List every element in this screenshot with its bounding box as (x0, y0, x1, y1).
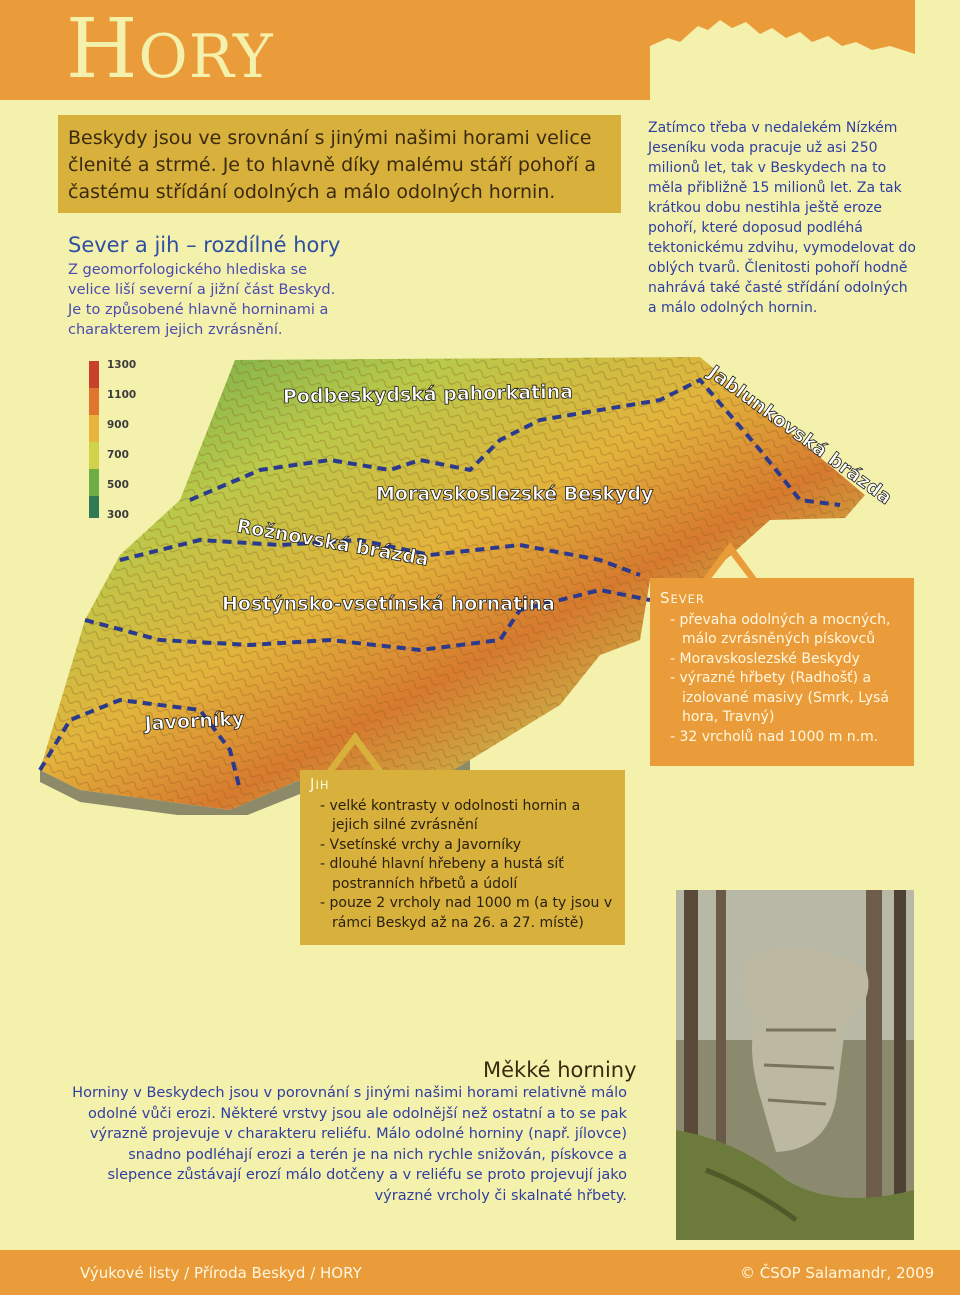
right-column-text: Zatímco třeba v nedalekém Nízkém Jeseníku voda pracuje už asi 250 milionů let, tak v Beskydech na to měla přibližně 15 milionů let. Za tak krátkou dobu nestihla ještě eroze pohoří, které doposud podléhá tektonickému zdvihu, vymodelovat do oblých tvarů. Členitosti pohoří hodně nahrává také časté střídání odolných a málo odolných hornin. (648, 120, 916, 316)
legend-tick: 1100 (107, 389, 137, 401)
label-javorniky: Javorníky (144, 707, 245, 735)
north-item: - převaha odolných a mocných, málo zvrásněných pískovců (670, 611, 891, 647)
north-pointer-caret (700, 538, 760, 582)
page-title: HORY (66, 2, 274, 97)
legend-swatch (89, 496, 99, 518)
legend-tick: 700 (107, 449, 129, 461)
south-item: - velké kontrasty v odolnosti hornin a jejich silné zvrásnění (320, 797, 581, 833)
legend-tick: 900 (107, 419, 129, 431)
north-item: - Moravskoslezské Beskydy (670, 650, 860, 667)
legend-swatch (89, 415, 99, 442)
legend-tick: 1300 (107, 359, 137, 371)
soft-rocks-text: Horniny v Beskydech jsou v porovnání s jinými našimi horami relativně málo odolné vůči erozi. Některé vrstvy jsou ale odolnější než ostatní a to se pak výrazně projevuje v charakteru reliéfu. Málo odolné horniny (např. jílovce) snadno podléhají erozi a terén je na nich rychle snižován, pískovce a slepence zůstávají erozí málo dotčeny a v reliéfu se proto projevují jako výrazné vrcholy či skalnaté hřbety. (72, 1085, 627, 1204)
soft-rocks-heading: Měkké horniny (483, 1058, 637, 1082)
north-item: - 32 vrcholů nad 1000 m n.m. (670, 728, 879, 745)
legend-swatch (89, 388, 99, 415)
footer-left-text: Výukové listy / Příroda Beskyd / HORY (80, 1264, 362, 1282)
label-hostynsko: Hostýnsko-vsetínská hornatina (222, 593, 555, 615)
label-jablunkovska: Jablunkovská brázda (704, 361, 897, 510)
rock-formation-photo (676, 890, 914, 1240)
legend-tick: 500 (107, 479, 129, 491)
mountain-silhouette-decoration (650, 8, 915, 100)
legend-swatch (89, 469, 99, 496)
legend-swatch (89, 442, 99, 469)
elevation-legend (85, 357, 145, 522)
south-item: - dlouhé hlavní hřebeny a hustá síť postranních hřbetů a údolí (320, 856, 564, 892)
north-title: SEVER (660, 589, 705, 607)
section-text: Z geomorfologického hlediska se velice liší severní a jižní část Beskyd. Je to způsobené hlavně horninami a charakterem jejich zvrásnění. (68, 262, 336, 338)
south-item: - Vsetínské vrchy a Javorníky (320, 836, 521, 853)
north-text (660, 589, 910, 747)
legend-swatch (89, 361, 99, 388)
label-roznovska: Rožnovská brázda (235, 515, 431, 571)
legend-tick: 300 (107, 509, 129, 521)
north-item: - výrazné hřbety (Radhošť) a izolované masivy (Smrk, Lysá hora, Travný) (670, 670, 889, 725)
south-title: JIH (310, 775, 330, 793)
south-pointer-caret (325, 728, 385, 772)
section-heading: Sever a jih – rozdílné hory (68, 233, 341, 257)
footer-right-text: © ČSOP Salamandr, 2009 (740, 1264, 935, 1282)
label-moravskoslezske: Moravskoslezské Beskydy (376, 483, 654, 505)
south-text (310, 775, 620, 933)
intro-text: Beskydy jsou ve srovnání s jinými našimi horami velice členité a strmé. Je to hlavně díky malému stáří pohoří a častému střídání odolných a málo odolných hornin. (68, 127, 597, 203)
label-podbeskydska: Podbeskydská pahorkatina (282, 380, 574, 408)
south-item: - pouze 2 vrcholy nad 1000 m (a ty jsou v rámci Beskyd až na 26. a 27. místě) (320, 895, 613, 931)
